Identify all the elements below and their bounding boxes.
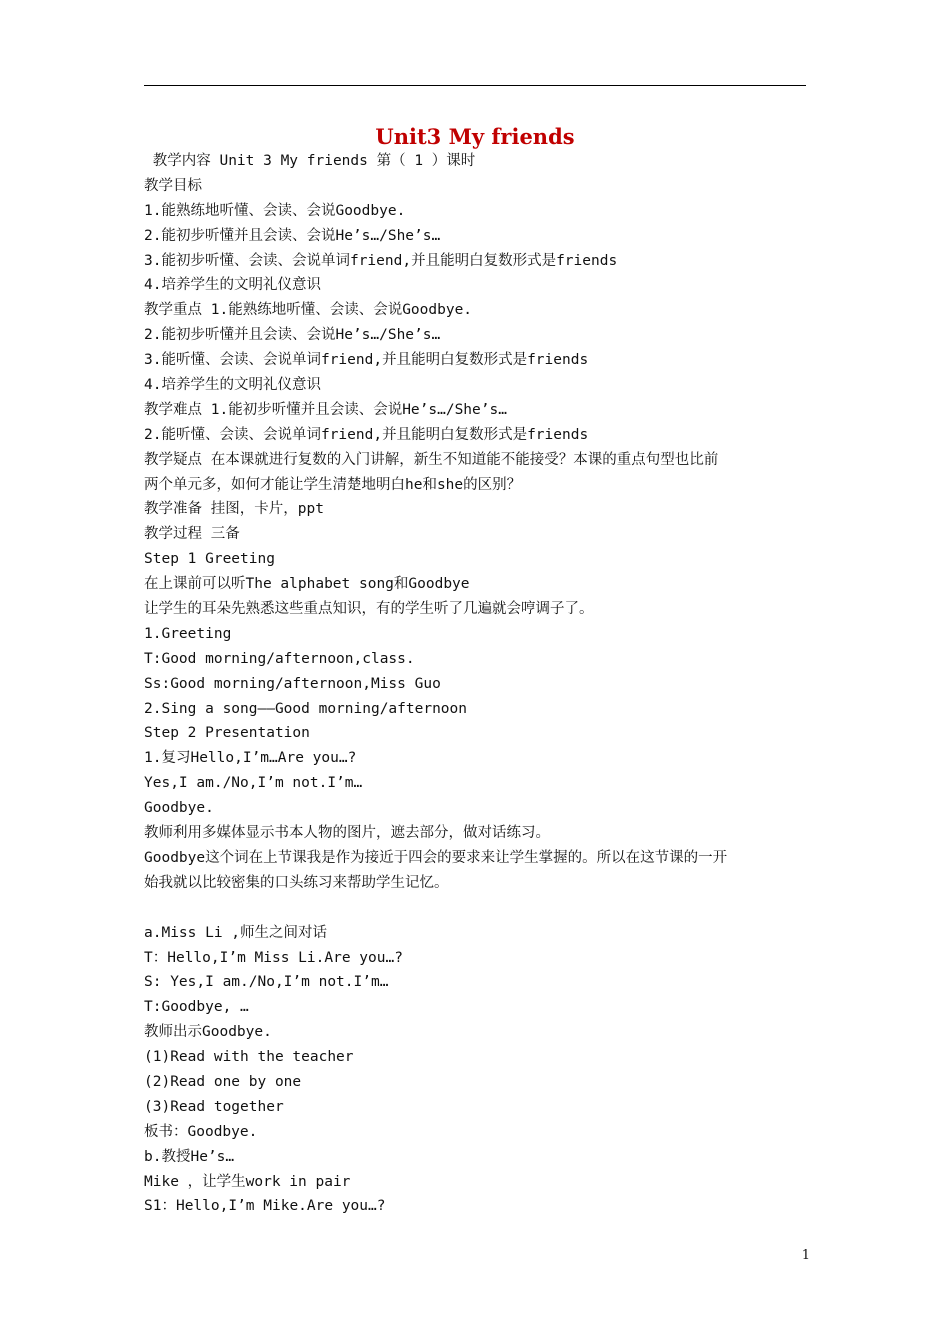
text-line: (2)Read one by one (144, 1073, 302, 1090)
text-line (144, 896, 810, 921)
text-line: a.Miss Li ,师生之间对话 (144, 924, 328, 941)
text-line: T:Good morning/afternoon,class. (144, 650, 415, 667)
text-line: 1.复习Hello,I’m…Are you…? (144, 750, 357, 767)
text-line: Step 1 Greeting (144, 551, 275, 568)
text-line: 教学过程 三备 (144, 526, 240, 543)
text-line: 让学生的耳朵先熟悉这些重点知识，有的学生听了几遍就会哼调子了。 (144, 601, 594, 618)
text-line: 2.能听懂、会读、会说单词friend,并且能明白复数形式是friends (144, 426, 589, 443)
text-line: 教学难点 1.能初步听懂并且会读、会说He’s…/She’s… (144, 401, 507, 418)
text-line: Goodbye这个词在上节课我是作为接近于四会的要求来让学生掌握的。所以在这节课的一开 (144, 849, 728, 866)
text-line: 2.能初步听懂并且会读、会说He’s…/She’s… (144, 227, 441, 244)
text-line: 3.能初步听懂、会读、会说单词friend,并且能明白复数形式是friends (144, 252, 618, 269)
header-rule (144, 85, 806, 86)
text-line: 教学目标 (144, 177, 202, 194)
text-line: Goodbye. (144, 800, 214, 817)
text-line: Mike ，让学生work in pair (144, 1173, 351, 1190)
text-line: 板书：Goodbye. (144, 1123, 258, 1140)
text-line: 1.能熟练地听懂、会读、会说Goodbye. (144, 202, 406, 219)
text-line: Ss:Good morning/afternoon,Miss Guo (144, 675, 441, 692)
text-line: Step 2 Presentation (144, 725, 310, 742)
text-line: (1)Read with the teacher (144, 1049, 354, 1066)
text-line: Yes,I am./No,I’m not.I’m… (144, 775, 363, 792)
text-line: 教学准备 挂图，卡片，ppt (144, 501, 324, 518)
text-line: T：Hello,I’m Miss Li.Are you…? (144, 949, 403, 966)
text-line: (3)Read together (144, 1098, 284, 1115)
text-line: T:Goodbye, … (144, 999, 249, 1016)
text-line: b.教授He’s… (144, 1148, 235, 1165)
text-line: 两个单元多，如何才能让学生清楚地明白he和she的区别？ (144, 476, 522, 493)
text-line: 始我就以比较密集的口头练习来帮助学生记忆。 (144, 874, 449, 891)
text-line: 4.培养学生的文明礼仪意识 (144, 277, 321, 294)
text-line: 4.培养学生的文明礼仪意识 (144, 377, 321, 394)
text-line: 2.能初步听懂并且会读、会说He’s…/She’s… (144, 327, 441, 344)
text-line: 3.能听懂、会读、会说单词friend,并且能明白复数形式是friends (144, 352, 589, 369)
text-line: S: Yes,I am./No,I’m not.I’m… (144, 974, 389, 991)
text-line: 教学内容 Unit 3 My friends 第（ 1 ）课时 (144, 153, 476, 169)
document-title: Unit3 My friends (375, 124, 575, 149)
text-line: 1.Greeting (144, 625, 232, 642)
text-line: 在上课前可以听The alphabet song和Goodbye (144, 576, 470, 593)
text-line: 教学重点 1.能熟练地听懂、会读、会说Goodbye. (144, 302, 473, 319)
text-line: 教师利用多媒体显示书本人物的图片，遮去部分，做对话练习。 (144, 825, 550, 842)
text-line: S1：Hello,I’m Mike.Are you…? (144, 1198, 386, 1215)
text-line: 教师出示Goodbye. (144, 1024, 272, 1041)
text-line: 教学疑点 在本课就进行复数的入门讲解，新生不知道能不能接受？本课的重点句型也比前 (144, 451, 719, 468)
page-number: 1 (801, 1248, 810, 1263)
text-line: 2.Sing a song——Good morning/afternoon (144, 700, 468, 717)
document-body (144, 149, 810, 1219)
